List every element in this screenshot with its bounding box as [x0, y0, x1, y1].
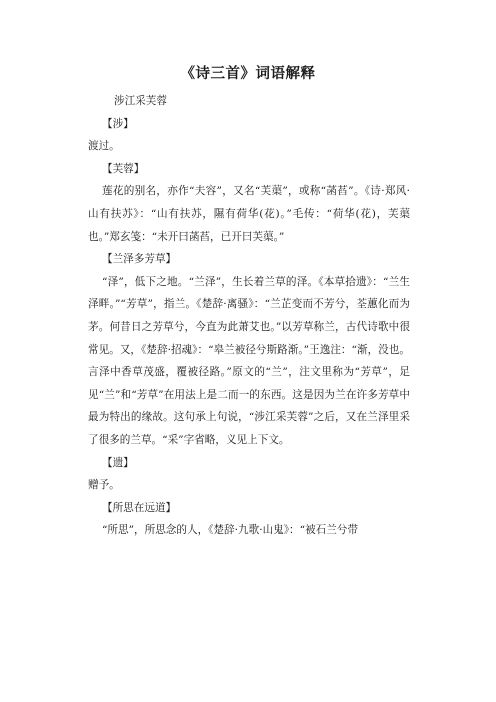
term-heading: 【兰泽多芳草】 — [102, 253, 177, 266]
poem-subtitle: 涉江采芙蓉 — [114, 95, 167, 107]
term-heading: 【涉】 — [102, 117, 134, 130]
document-title: 《诗三首》词语解释 — [180, 66, 316, 82]
term-definition: “泽”，低下之地。“兰泽”，生长着兰草的泽。《本草拾遗》：“兰生泽畔。”“芳草”，指兰。《楚辞·离骚》：“兰芷变而不芳兮，荃蕙化而为茅。何昔日之芳草兮，今直为此萧艾也。”以芳草称兰，古代诗歌中很常见。又，《楚辞·招魂》：“皋兰被径兮斯路渐。”王逸注：“渐，没也。言泽中香草茂盛，覆被径路。”原文的“兰”，注文里称为“芳草”，足见“兰”和“芳草”在用法上是二而一的东西。这是因为兰在许多芳草中最为特出的缘故。这句承上句说，“涉江采芙蓉”之后，又在兰泽里采了很多的兰草。“采”字省略，义见上下文。 — [88, 275, 410, 446]
term-definition: “所思”，所思念的人，《楚辞·九歌·山鬼》：“被石兰兮带 — [102, 524, 359, 537]
term-definition: 赠予。 — [88, 479, 120, 492]
term-heading: 【所思在远道】 — [102, 501, 177, 514]
term-heading: 【遗】 — [102, 456, 134, 469]
term-heading: 【芙蓉】 — [102, 162, 145, 175]
term-definition: 莲花的别名，亦作“夫容”，又名“芙蕖”，或称“菡萏”。《诗·郑风·山有扶苏》：“山有扶苏，隰有荷华(花)。”毛传：“荷华(花)，芙蕖也。”郑玄笺：“未开曰菡萏，已开曰芙蕖。” — [88, 185, 410, 243]
document-body — [88, 90, 410, 542]
term-definition: 渡过。 — [88, 140, 120, 153]
